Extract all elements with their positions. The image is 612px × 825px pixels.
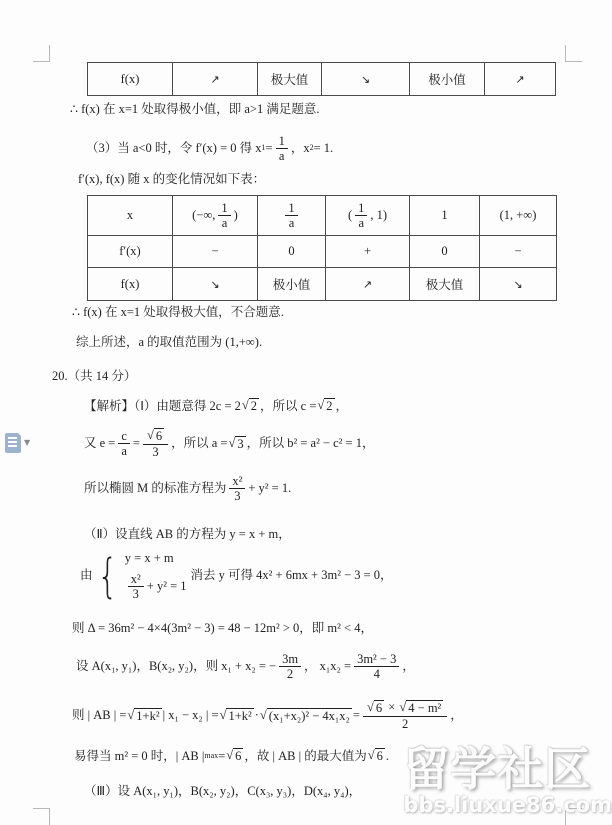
text-line: 所以椭圆 M 的标准方程为 $\frac{\text{x²}}{3}$ + y² = 1. (84, 474, 292, 504)
watermark (403, 733, 612, 817)
radical: √ 4 − m² (399, 700, 442, 715)
table-cell: (1, +∞) (480, 196, 557, 236)
table-cell: 极小值 (410, 63, 485, 96)
radical: √ 6 (226, 748, 242, 764)
text-line: ∴ f(x) 在 x=1 处取得极大值，不合题意. (72, 305, 284, 319)
table-cell: + (326, 236, 410, 268)
text-line: （Ⅱ）设直线 AB 的方程为 y = x + m， (84, 527, 291, 541)
table-cell: 极大值 (410, 268, 480, 301)
table-cell (480, 268, 557, 301)
variation-table (87, 195, 557, 301)
table-cell: 极小值 (258, 268, 326, 301)
fraction: √ 6 × √ 4 − m² 2 (363, 700, 447, 731)
table-cell: f(x) (88, 63, 173, 96)
radical: √ 2 (317, 398, 333, 414)
text-line: 则 | AB | = √ 1+k² | x₁ − x₂ | = √ 1+k² · √ (x₁+x₂)² − 4x₁x₂ = √ 6 × √ 4 − m² 2 ， (72, 700, 463, 731)
text-line: 则 Δ = 36m² − 4×4(3m² − 3) = 48 − 12m² > 0，即 m² < 4， (72, 621, 373, 635)
table-cell: (−∞, $\frac{1}{a}$ ) (173, 196, 258, 236)
radical: √ 2 (241, 398, 258, 414)
radical: √ 6 (367, 748, 383, 764)
text-line: （Ⅲ）设 A(x₁, y₁)，B(x₂, y₂)，C(x₃, y₃)，D(x₄, y₄)， (84, 784, 362, 798)
text-line: 设 A(x₁, y₁)，B(x₂, y₂)，则 x₁ + x₂ = − $\frac{3m}{2}$ ， x₁x₂ = $\frac{\text{3m² − 3}}{4}$ ， (76, 652, 415, 682)
radical: √ (x₁+x₂)² − 4x₁x₂ (259, 707, 350, 723)
radical: √ 6 (146, 428, 163, 443)
fraction: $\frac{1}{a}$ (355, 201, 367, 231)
text-line: 综上所述，a 的取值范围为 (1,+∞). (76, 335, 263, 349)
fraction: $\frac{1}{a}$ (285, 201, 297, 231)
page-corner-mark (565, 808, 582, 825)
table-cell (326, 268, 410, 301)
table-cell: 0 (410, 236, 480, 268)
page-corner-mark (33, 45, 50, 62)
text-line: 易得当 m² = 0 时，| AB | max = √ 6 ，故 | AB | 的最大值为 √ 6 . (74, 748, 389, 764)
table-cell: − (480, 236, 557, 268)
arrow-down-icon: ↘ (210, 277, 220, 291)
arrow-down-icon: ↘ (360, 72, 371, 86)
table-cell (485, 63, 556, 96)
table-cell (173, 268, 258, 301)
table-cell: ( $\frac{1}{a}$ , 1) (326, 196, 410, 236)
fraction: $\frac{c}{a}$ (118, 429, 130, 459)
radical: √ 3 (228, 435, 244, 451)
document-icon (5, 433, 21, 453)
text-line: 20.（共 14 分） (52, 369, 137, 383)
table-cell (173, 63, 258, 96)
arrow-down-icon: ↘ (513, 277, 523, 291)
fraction: $\frac{1}{a}$ (218, 201, 230, 231)
table-cell: f(x) (88, 268, 173, 301)
fraction: √ 6 3 (143, 428, 168, 459)
chevron-down-icon: ▼ (24, 438, 31, 447)
brace-icon: { (96, 548, 118, 603)
radical: √ 6 (366, 700, 383, 715)
table-cell: 1 (410, 196, 480, 236)
arrow-up-icon: ↗ (210, 72, 220, 86)
table-cell (258, 196, 326, 236)
watermark-title: 留学社区 (403, 742, 592, 796)
table-cell (322, 63, 410, 96)
paste-options-button[interactable] (5, 433, 30, 453)
fraction: $\frac{1}{a}$ (276, 134, 288, 164)
text-line: 又 e = $\frac{c}{a}$ = √ 6 3 ，所以 a = √ 3 ，所以 b² = a² − c² = 1， (84, 428, 375, 459)
fraction: $\frac{\text{3m² − 3}}{4}$ (354, 652, 399, 682)
page-corner-mark (33, 808, 50, 825)
monotonicity-table-partial (87, 62, 556, 96)
table-cell: 极大值 (258, 63, 322, 96)
fraction: $\frac{\text{x²}}{3}$ (128, 572, 144, 602)
radical: √ 1+k² (219, 707, 252, 723)
text-line: 【解析】（Ⅰ）由题意得 2c = 2 √ 2 ，所以 c = √ 2 ， (84, 398, 349, 414)
radical: √ 1+k² (127, 707, 160, 723)
text-line: f′(x), f(x) 随 x 的变化情况如下表： (78, 172, 266, 186)
equation-system: { y = x + m $\frac{\text{x²}}{3}$ + y² = 1 (96, 548, 187, 603)
text-line: ∴ f(x) 在 x=1 处取得极小值，即 a>1 满足题意. (70, 102, 320, 116)
page-corner-mark (565, 45, 582, 62)
arrow-up-icon: ↗ (362, 277, 373, 291)
table-cell: − (173, 236, 258, 268)
table-cell: x (88, 196, 173, 236)
arrow-up-icon: ↗ (515, 72, 525, 86)
table-cell: 0 (258, 236, 326, 268)
table-cell: f′(x) (88, 236, 173, 268)
watermark-url: bbs.liuxue86.com (403, 793, 612, 817)
fraction: $\frac{\text{x²}}{3}$ (229, 474, 245, 504)
fraction: $\frac{3m}{2}$ (279, 652, 301, 682)
text-line: （3）当 a<0 时，令 f′(x) = 0 得 x 1 = $\frac{1}{a}$ ，x 2 = 1. (86, 134, 334, 164)
text-line: 由 { y = x + m $\frac{\text{x²}}{3}$ + y² = 1 消去 y 可得 4x² + 6mx + 3m² − 3 = 0， (80, 548, 393, 603)
